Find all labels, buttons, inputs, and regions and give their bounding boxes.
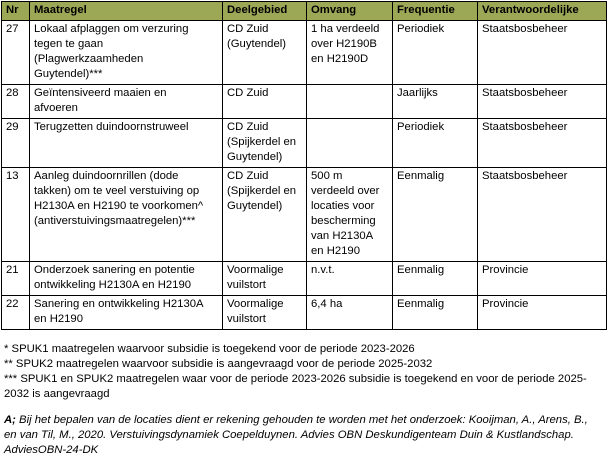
table-row: [2, 85, 607, 119]
cell-maatregel-line: takken) om te veel verstuiving op: [34, 185, 200, 197]
cell-verantwoordelijke: Provincie: [478, 296, 607, 330]
cell-maatregel-line: tegen te gaan: [34, 38, 104, 50]
cell-deelgebied: [223, 262, 307, 296]
source-note-line-3: AdviesOBN-24-DK: [4, 444, 99, 456]
cell-verantwoordelijke: Staatsbosbeheer: [478, 119, 607, 168]
cell-frequentie: Eenmalig: [393, 168, 478, 262]
footnotes: [4, 342, 604, 402]
header-nr: Nr: [2, 2, 30, 21]
cell-deelgebied-line: (Guytendel): [227, 38, 287, 50]
cell-omvang: [307, 296, 393, 330]
cell-omvang-line: n.v.t.: [311, 264, 335, 276]
cell-deelgebied: [223, 296, 307, 330]
source-note: [4, 413, 604, 458]
table-row: [2, 21, 607, 85]
cell-nr: 13: [2, 168, 30, 262]
cell-omvang-line: 500 m: [311, 170, 343, 182]
cell-omvang: [307, 168, 393, 262]
cell-deelgebied-line: (Spijkerdel en: [227, 136, 297, 148]
footnote-spuk1: * SPUK1 maatregelen waarvoor subsidie is toegekend voor de periode 2023-2026: [4, 343, 415, 355]
source-note-line-2: en van Til, M., 2020. Verstuivingsdynamiek Coepelduynen. Advies OBN Deskundigenteam Duin & Kustlandschap.: [4, 429, 574, 441]
source-marker: A;: [4, 414, 16, 426]
cell-deelgebied-line: CD Zuid: [227, 170, 269, 182]
cell-omvang: [307, 262, 393, 296]
cell-maatregel-line: Geïntensiveerd maaien en: [34, 87, 167, 99]
cell-nr: 27: [2, 21, 30, 85]
cell-maatregel-line: Sanering en ontwikkeling H2130A: [34, 298, 204, 310]
header-frequentie: Frequentie: [393, 2, 478, 21]
cell-omvang-line: 6,4 ha: [311, 298, 343, 310]
source-note-line-1: [4, 413, 604, 428]
cell-omvang-line: verdeeld over: [311, 185, 380, 197]
cell-frequentie: Periodiek: [393, 21, 478, 85]
cell-maatregel-line: (antiverstuivingsmaatregelen)***: [34, 215, 196, 227]
cell-nr: 29: [2, 119, 30, 168]
cell-maatregel-line: (Plagwerkzaamheden: [34, 53, 144, 65]
cell-maatregel-line: afvoeren: [34, 102, 78, 114]
cell-deelgebied-line: vuilstort: [227, 279, 266, 291]
table-row: [2, 262, 607, 296]
cell-maatregel-line: en H2190: [34, 313, 83, 325]
cell-maatregel-line: Guytendel)***: [34, 68, 103, 80]
footnote-spuk1-spuk2-cont: 2032 is aangevraagd: [4, 388, 110, 400]
footnote-spuk1-spuk2: *** SPUK1 en SPUK2 maatregelen waar voor de periode 2023-2026 subsidie is toegekend en voor de periode 2025-: [4, 373, 587, 385]
header-maatregel: Maatregel: [30, 2, 223, 21]
cell-nr: 28: [2, 85, 30, 119]
cell-deelgebied-line: Guytendel): [227, 200, 283, 212]
cell-nr: 21: [2, 262, 30, 296]
cell-nr: 22: [2, 296, 30, 330]
cell-deelgebied-line: CD Zuid: [227, 87, 269, 99]
table-header-row: [2, 2, 607, 21]
cell-maatregel-line: Lokaal afplaggen om verzuring: [34, 23, 189, 35]
table-row: [2, 296, 607, 330]
cell-deelgebied-line: Voormalige: [227, 298, 284, 310]
table-row: [2, 168, 607, 262]
cell-deelgebied-line: (Spijkerdel en: [227, 185, 297, 197]
cell-verantwoordelijke: Staatsbosbeheer: [478, 85, 607, 119]
cell-maatregel-line: Terugzetten duindoornstruweel: [34, 121, 189, 133]
cell-maatregel: [30, 21, 223, 85]
cell-deelgebied: [223, 168, 307, 262]
header-deelgebied: Deelgebied: [223, 2, 307, 21]
cell-deelgebied-line: Voormalige: [227, 264, 284, 276]
cell-maatregel: [30, 262, 223, 296]
cell-maatregel: [30, 85, 223, 119]
cell-omvang-line: over H2190B: [311, 38, 377, 50]
cell-maatregel: [30, 119, 223, 168]
measures-table: [1, 1, 607, 330]
cell-deelgebied-line: CD Zuid: [227, 121, 269, 133]
source-note-text-1: Bij het bepalen van de locaties dient er rekening gehouden te worden met het onderzoek: Kooijman, A., Arens, B.,: [15, 414, 588, 426]
cell-deelgebied: [223, 85, 307, 119]
cell-omvang-line: van H2130A: [311, 230, 374, 242]
cell-verantwoordelijke: Staatsbosbeheer: [478, 168, 607, 262]
cell-maatregel: [30, 296, 223, 330]
cell-omvang-line: en H2190D: [311, 53, 369, 65]
cell-omvang-line: 1 ha verdeeld: [311, 23, 380, 35]
cell-omvang-line: en H2190: [311, 245, 360, 257]
cell-deelgebied: [223, 21, 307, 85]
cell-maatregel-line: ontwikkeling H2130A en H2190: [34, 279, 192, 291]
cell-maatregel-line: H2130A en H2190 te voorkomen^: [34, 200, 204, 212]
header-verantwoordelijke: Verantwoordelijke: [478, 2, 607, 21]
cell-maatregel-line: Onderzoek sanering en potentie: [34, 264, 195, 276]
cell-omvang-line: locaties voor: [311, 200, 375, 212]
cell-frequentie: Eenmalig: [393, 296, 478, 330]
cell-verantwoordelijke: Provincie: [478, 262, 607, 296]
cell-deelgebied-line: Guytendel): [227, 151, 283, 163]
cell-verantwoordelijke: Staatsbosbeheer: [478, 21, 607, 85]
cell-omvang-line: bescherming: [311, 215, 376, 227]
cell-omvang: [307, 85, 393, 119]
cell-maatregel: [30, 168, 223, 262]
cell-frequentie: Jaarlijks: [393, 85, 478, 119]
header-omvang: Omvang: [307, 2, 393, 21]
cell-omvang: [307, 119, 393, 168]
footnote-spuk2: ** SPUK2 maatregelen waarvoor subsidie is aangevraagd voor de periode 2025-2032: [4, 358, 433, 370]
cell-maatregel-line: Aanleg duindoornrillen (dode: [34, 170, 179, 182]
cell-frequentie: Eenmalig: [393, 262, 478, 296]
cell-frequentie: Periodiek: [393, 119, 478, 168]
cell-deelgebied: [223, 119, 307, 168]
cell-omvang: [307, 21, 393, 85]
cell-deelgebied-line: vuilstort: [227, 313, 266, 325]
table-row: [2, 119, 607, 168]
cell-deelgebied-line: CD Zuid: [227, 23, 269, 35]
